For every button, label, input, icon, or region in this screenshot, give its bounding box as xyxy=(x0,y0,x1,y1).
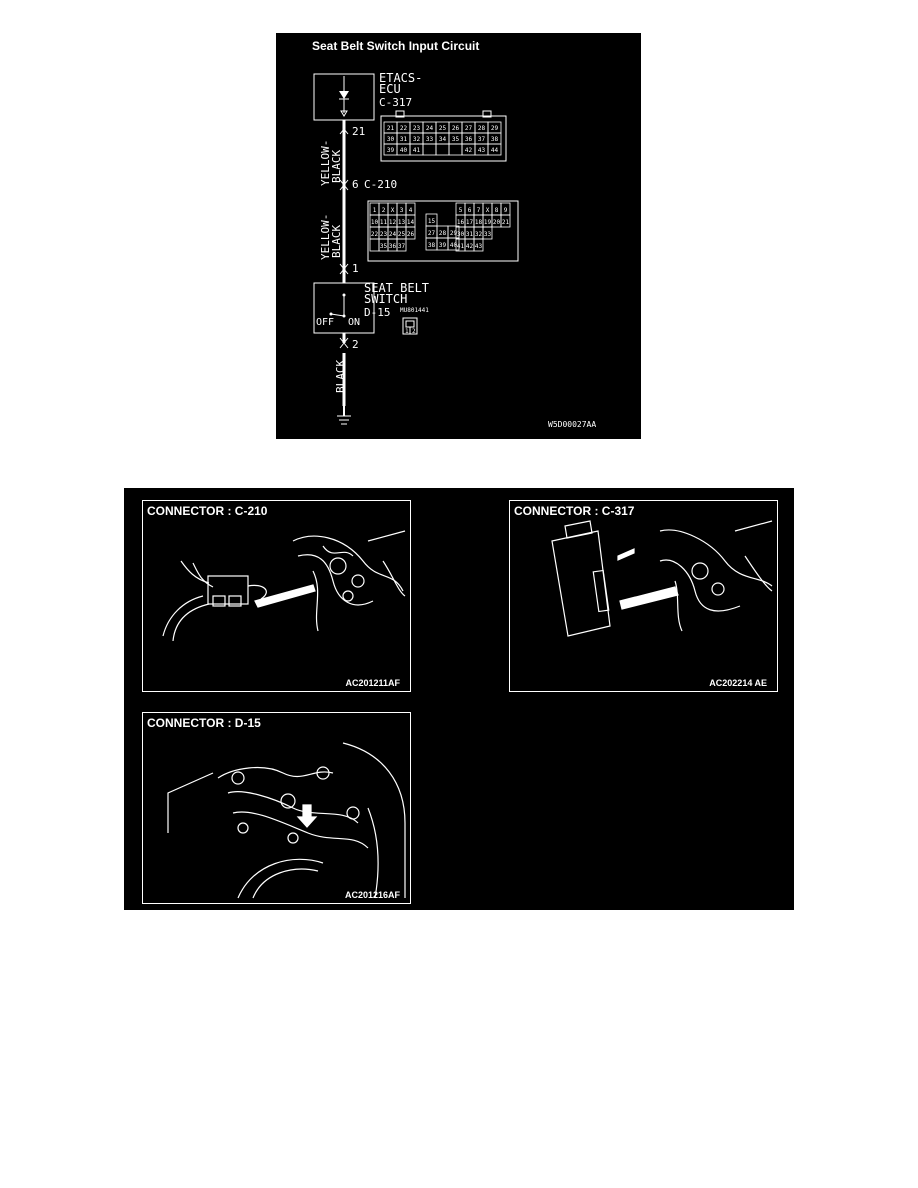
connector-c317-code: AC202214 AE xyxy=(709,678,767,688)
switch-connector-id: D-15 xyxy=(364,306,391,319)
c210-pin-14: 14 xyxy=(406,219,415,226)
c317-pin-29: 29 xyxy=(490,125,499,132)
c210-pin-24: 24 xyxy=(388,231,397,238)
c317-pin-42: 42 xyxy=(464,147,473,154)
c210-pin-36: 36 xyxy=(388,243,397,250)
c317-pin-28: 28 xyxy=(477,125,486,132)
wire-mid-label-2: BLACK xyxy=(330,224,343,258)
c210-pin-5: 5 xyxy=(458,207,463,214)
connector-d15-illustration xyxy=(143,713,410,903)
c210-pin-12: 12 xyxy=(388,219,397,226)
c210-pin-9: 9 xyxy=(503,207,508,214)
switch-off-label: OFF xyxy=(316,317,335,328)
c210-pin-41: 41 xyxy=(456,243,465,250)
wire-mid-label: YELLOW- xyxy=(319,213,332,260)
c210-pin-33: 33 xyxy=(483,231,492,238)
switch-label-2: SWITCH xyxy=(364,292,408,306)
c317-pin-36: 36 xyxy=(464,136,473,143)
wire-lower-label: BLACK xyxy=(334,359,347,393)
c317-pin-26: 26 xyxy=(451,125,460,132)
connector-c210-illustration xyxy=(143,501,410,691)
c317-cell xyxy=(423,144,436,155)
c317-pin-25: 25 xyxy=(438,125,447,132)
c210-pin-7: 7 xyxy=(476,207,481,214)
c317-pin-27: 27 xyxy=(464,125,473,132)
c210-pin-40: 40 xyxy=(449,242,458,249)
c210-pin-30: 30 xyxy=(456,231,465,238)
c317-pin-44: 44 xyxy=(490,147,499,154)
c210-pin-23: 23 xyxy=(379,231,388,238)
c317-pin-37: 37 xyxy=(477,136,486,143)
d15-pin-1: 1 xyxy=(405,328,409,335)
c210-pin-29: 29 xyxy=(449,230,458,237)
c317-pin-22: 22 xyxy=(399,125,408,132)
connector-c210-box xyxy=(142,500,411,692)
connector-c317-illustration xyxy=(510,501,777,691)
c210-pin-6: 6 xyxy=(352,178,359,191)
c210-pin-42: 42 xyxy=(465,243,474,250)
d15-pin-2: 2 xyxy=(412,328,416,335)
wire-upper-label: YELLOW- xyxy=(319,139,332,186)
schematic-title: Seat Belt Switch Input Circuit xyxy=(312,39,480,53)
c210-pin-11: 11 xyxy=(379,219,388,226)
c317-pin-31: 31 xyxy=(399,136,408,143)
c317-pin-30: 30 xyxy=(386,136,395,143)
connector-panel xyxy=(124,488,794,910)
c317-pin-24: 24 xyxy=(425,125,434,132)
c210-pin-X: X xyxy=(485,207,490,214)
c210-pin-17: 17 xyxy=(465,219,474,226)
switch-pin: 2 xyxy=(352,338,359,351)
c317-cell xyxy=(449,144,462,155)
connector-c210-title: CONNECTOR : C-210 xyxy=(147,504,268,518)
c317-pin-40: 40 xyxy=(399,147,408,154)
c317-pin-43: 43 xyxy=(477,147,486,154)
c210-pin-6: 6 xyxy=(467,207,472,214)
ecu-pin: 21 xyxy=(352,125,366,138)
c317-pin-23: 23 xyxy=(412,125,421,132)
c210-pin-35: 35 xyxy=(379,243,388,250)
figure-code: W5D00027AA xyxy=(548,420,597,429)
c317-pin-35: 35 xyxy=(451,136,460,143)
switch-on-label: ON xyxy=(348,317,361,328)
c210-pin-32: 32 xyxy=(474,231,483,238)
c317-connector-face xyxy=(381,111,506,161)
c210-pin-38: 38 xyxy=(427,242,436,249)
c210-pin-13: 13 xyxy=(397,219,406,226)
c210-pin-4: 4 xyxy=(408,207,413,214)
connector-c317-box xyxy=(509,500,778,692)
c210-pin-28: 28 xyxy=(438,230,447,237)
c317-pin-32: 32 xyxy=(412,136,421,143)
c210-pin-22: 22 xyxy=(370,231,379,238)
connector-d15-box xyxy=(142,712,411,904)
c210-pin-19: 19 xyxy=(483,219,492,226)
c210-pin-1: 1 xyxy=(352,262,359,275)
c210-pin-18: 18 xyxy=(474,219,483,226)
c317-pin-34: 34 xyxy=(438,136,447,143)
c210-pin-27: 27 xyxy=(427,230,436,237)
c210-pin-16: 16 xyxy=(456,219,465,226)
c210-pin-2: 2 xyxy=(381,207,386,214)
ecu-connector-id: C-317 xyxy=(379,96,413,109)
ecu-label-2: ECU xyxy=(379,82,401,96)
c317-pin-41: 41 xyxy=(412,147,421,154)
c210-pin-15: 15 xyxy=(427,218,436,225)
diode-icon xyxy=(339,91,349,99)
wire-upper-label-2: BLACK xyxy=(330,149,343,183)
connector-c317-title: CONNECTOR : C-317 xyxy=(514,504,635,518)
c210-connector-id: C-210 xyxy=(364,178,398,191)
c317-pin-21: 21 xyxy=(386,125,395,132)
c210-pin-8: 8 xyxy=(494,207,499,214)
c210-pin-39: 39 xyxy=(438,242,447,249)
c210-pin-21: 21 xyxy=(501,219,510,226)
d15-connector-face xyxy=(403,318,417,335)
connector-d15-title: CONNECTOR : D-15 xyxy=(147,716,261,730)
c210-pin-10: 10 xyxy=(370,219,379,226)
c210-pin-31: 31 xyxy=(465,231,474,238)
c210-pin-3: 3 xyxy=(399,207,404,214)
c210-pin-43: 43 xyxy=(474,243,483,250)
c210-pin-26: 26 xyxy=(406,231,415,238)
switch-label-1: SEAT BELT xyxy=(364,281,430,295)
c210-pin-20: 20 xyxy=(492,219,501,226)
ecu-label-1: ETACS- xyxy=(379,71,423,85)
switch-part-number: MU801441 xyxy=(400,307,429,314)
c317-cell xyxy=(436,144,449,155)
connector-c210-code: AC201211AF xyxy=(345,678,400,688)
c210-pin-1: 1 xyxy=(372,207,377,214)
connector-d15-code: AC201216AF xyxy=(344,890,400,900)
c210-pin-25: 25 xyxy=(397,231,406,238)
c210-pin-37: 37 xyxy=(397,243,406,250)
c210-connector-face xyxy=(368,201,518,261)
c210-cell xyxy=(370,239,379,251)
schematic-panel xyxy=(276,33,641,439)
c317-pin-33: 33 xyxy=(425,136,434,143)
c317-pin-39: 39 xyxy=(386,147,395,154)
c317-pin-38: 38 xyxy=(490,136,499,143)
c210-pin-X: X xyxy=(390,207,395,214)
